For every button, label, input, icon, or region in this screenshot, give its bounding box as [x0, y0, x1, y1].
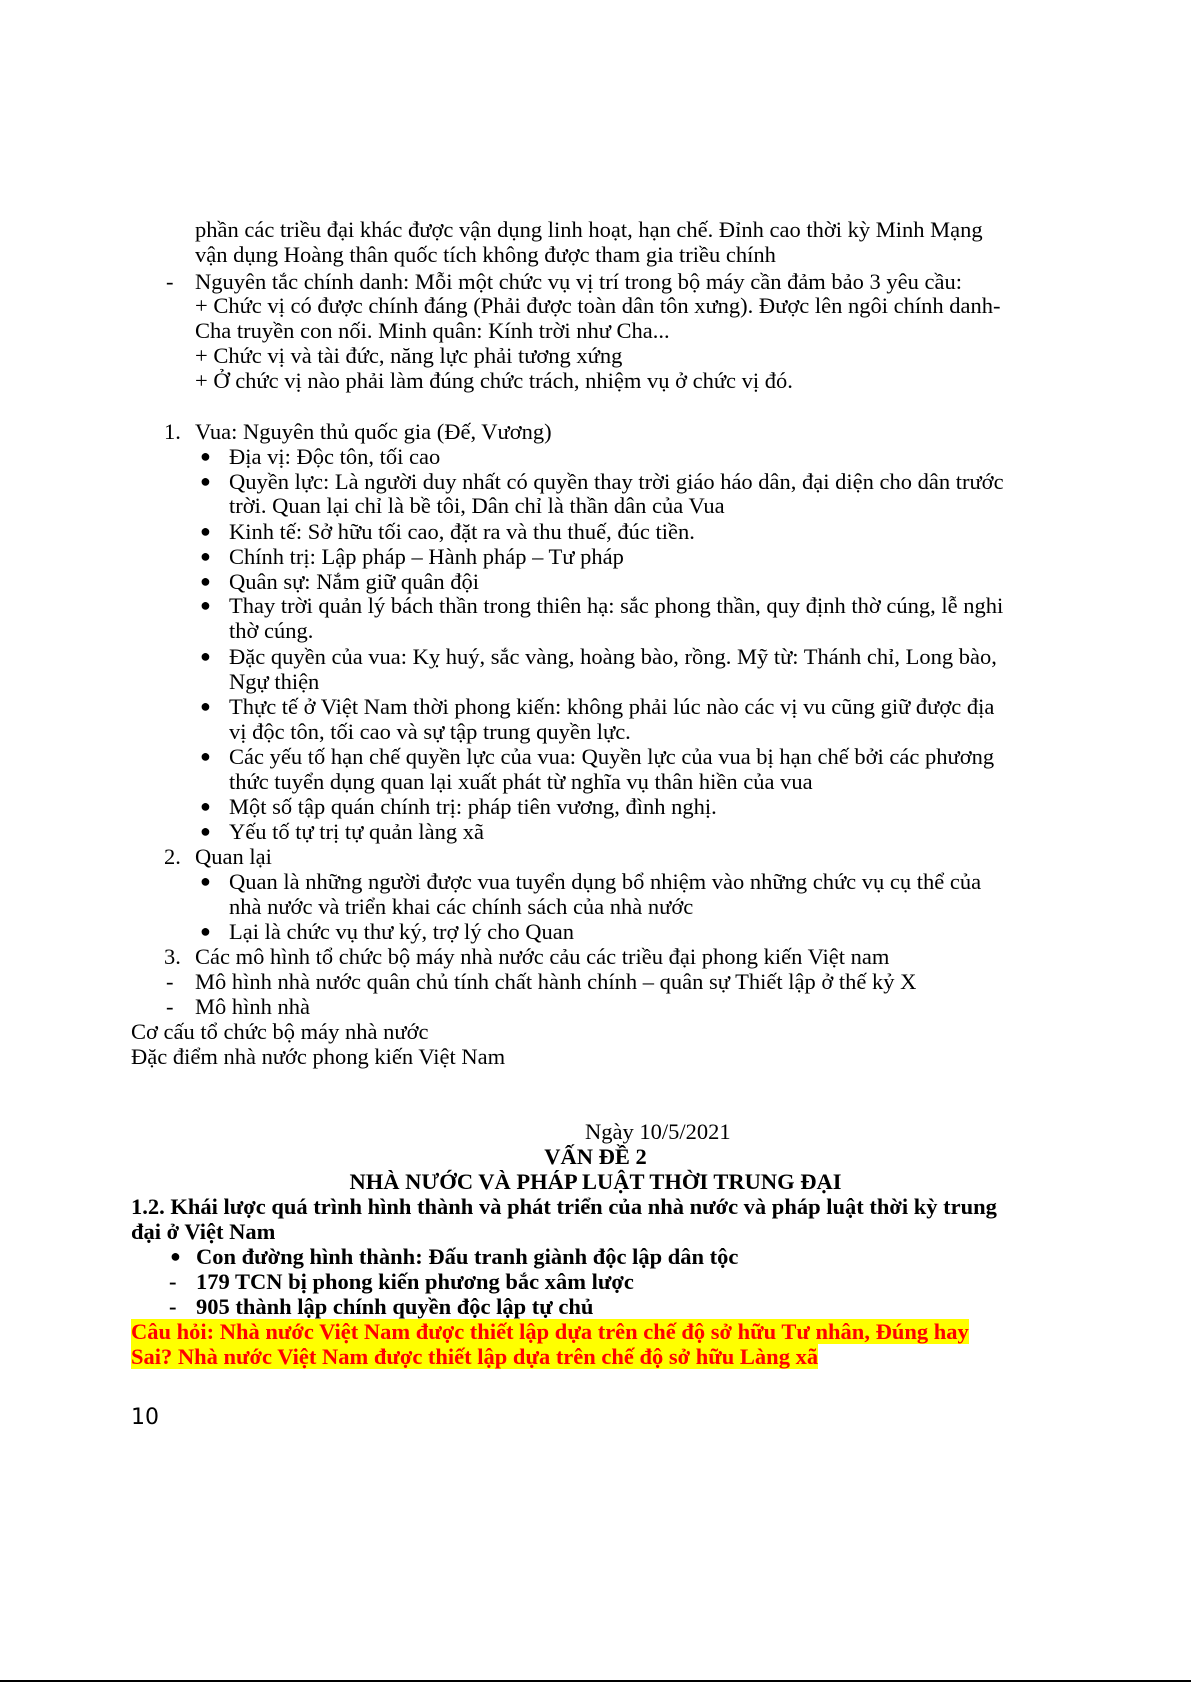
principle-line: + Ở chức vị nào phải làm đúng chức trách, nhiệm vụ ở chức vị đó. [195, 368, 793, 393]
bullet-text: thức tuyển dụng quan lại xuất phát từ nghĩa vụ thân hiền của vua [229, 769, 813, 794]
bullet-text: Thay trời quản lý bách thần trong thiên hạ: sắc phong thần, quy định thờ cúng, lễ nghi [229, 593, 1004, 618]
bullet-text: trời. Quan lại chỉ là bề tôi, Dân chỉ là thần dân của Vua [229, 493, 725, 518]
issue-subtitle: NHÀ NƯỚC VÀ PHÁP LUẬT THỜI TRUNG ĐẠI [349, 1169, 842, 1194]
bullet-text: Quan là những người được vua tuyển dụng bổ nhiệm vào những chức vụ cụ thể của [229, 869, 982, 894]
footer-rule [0, 1680, 1191, 1682]
bullet-dot: ● [200, 921, 211, 941]
question-line [131, 1318, 969, 1345]
bullet-dot: ● [200, 746, 211, 766]
dash-item: Mô hình nhà nước quân chủ tính chất hành chính – quân sự Thiết lập ở thế kỷ X [195, 969, 917, 994]
bullet-dot: ● [200, 471, 211, 491]
date-line: Ngày 10/5/2021 [585, 1119, 731, 1144]
question-line [131, 1343, 818, 1370]
bullet-dot: ● [200, 796, 211, 816]
bullet-text: vị độc tôn, tối cao và sự tập trung quyền lực. [229, 719, 631, 744]
bullet-dot: ● [200, 521, 211, 541]
principle-title: Nguyên tắc chính danh: Mỗi một chức vụ vị trí trong bộ máy cần đảm bảo 3 yêu cầu: [195, 269, 962, 294]
bullet-dot: ● [200, 696, 211, 716]
dash-item: 905 thành lập chính quyền độc lập tự chủ [196, 1294, 594, 1319]
bullet-text: thờ cúng. [229, 618, 314, 643]
section-title: Các mô hình tổ chức bộ máy nhà nước cảu các triều đại phong kiến Việt nam [195, 944, 890, 969]
bullet-text: Yếu tố tự trị tự quản làng xã [229, 819, 484, 844]
closing-line: Cơ cấu tổ chức bộ máy nhà nước [131, 1019, 429, 1044]
dash-item: Mô hình nhà [195, 994, 310, 1019]
bullet-text: Ngự thiện [229, 669, 320, 694]
bullet-dot: ● [200, 546, 211, 566]
bullet-text: Thực tế ở Việt Nam thời phong kiến: không phải lúc nào các vị vu cũng giữ được địa [229, 694, 995, 719]
bullet-text: nhà nước và triển khai các chính sách của nhà nước [229, 894, 694, 919]
bullet-dot: ● [200, 871, 211, 891]
principle-line: + Chức vị và tài đức, năng lực phải tương xứng [195, 343, 623, 368]
bullet-text: Các yếu tố hạn chế quyền lực của vua: Quyền lực của vua bị hạn chế bởi các phương [229, 744, 995, 769]
intro-line: phần các triều đại khác được vận dụng linh hoạt, hạn chế. Đỉnh cao thời kỳ Minh Mạng [195, 217, 983, 242]
bullet-text: Chính trị: Lập pháp – Hành pháp – Tư pháp [229, 544, 624, 569]
list-number: 2. [164, 844, 181, 869]
section-title: Vua: Nguyên thủ quốc gia (Đế, Vương) [195, 419, 552, 444]
dash-marker: - [169, 1269, 177, 1294]
list-number: 3. [164, 944, 181, 969]
bullet-text: Một số tập quán chính trị: pháp tiên vương, đình nghị. [229, 794, 717, 819]
bullet-text: Đặc quyền của vua: Kỵ huý, sắc vàng, hoàng bào, rồng. Mỹ từ: Thánh chỉ, Long bào, [229, 644, 997, 669]
list-number: 1. [164, 419, 181, 444]
intro-line: vận dụng Hoàng thân quốc tích không được tham gia triều chính [195, 242, 776, 267]
principle-line: + Chức vị có được chính đáng (Phải được toàn dân tôn xưng). Được lên ngôi chính danh- [195, 293, 1001, 318]
bullet-dot: ● [200, 571, 211, 591]
bullet-dot: ● [170, 1246, 181, 1266]
dash-marker: - [166, 269, 174, 294]
bullet-dot: ● [200, 446, 211, 466]
section-title: Quan lại [195, 844, 272, 869]
dash-marker: - [166, 969, 174, 994]
bullet-text: Kinh tế: Sở hữu tối cao, đặt ra và thu thuế, đúc tiền. [229, 519, 695, 544]
bullet-text: Con đường hình thành: Đấu tranh giành độc lập dân tộc [196, 1244, 739, 1269]
bullet-dot: ● [200, 646, 211, 666]
bullet-text: Quyền lực: Là người duy nhất có quyền thay trời giáo háo dân, đại diện cho dân trước [229, 469, 1004, 494]
dash-item: 179 TCN bị phong kiến phương bắc xâm lược [196, 1269, 634, 1294]
question-text: Sai? Nhà nước Việt Nam được thiết lập dựa trên chế độ sở hữu Làng xã [131, 1344, 819, 1369]
dash-marker: - [169, 1294, 177, 1319]
bullet-dot: ● [200, 595, 211, 615]
closing-line: Đặc điểm nhà nước phong kiến Việt Nam [131, 1044, 506, 1069]
section-heading: đại ở Việt Nam [131, 1219, 276, 1244]
bullet-text: Địa vị: Độc tôn, tối cao [229, 444, 441, 469]
issue-title: VẤN ĐỀ 2 [544, 1144, 647, 1169]
dash-marker: - [166, 994, 174, 1019]
principle-line: Cha truyền con nối. Minh quân: Kính trời như Cha... [195, 318, 670, 343]
bullet-dot: ● [200, 821, 211, 841]
bullet-text: Quân sự: Nắm giữ quân đội [229, 569, 479, 594]
question-text: Câu hỏi: Nhà nước Việt Nam được thiết lập dựa trên chế độ sở hữu Tư nhân, Đúng hay [131, 1319, 969, 1344]
page-number: 10 [131, 1405, 159, 1430]
section-heading: 1.2. Khái lược quá trình hình thành và phát triển của nhà nước và pháp luật thời kỳ trung [131, 1194, 997, 1219]
bullet-text: Lại là chức vụ thư ký, trợ lý cho Quan [229, 919, 574, 944]
